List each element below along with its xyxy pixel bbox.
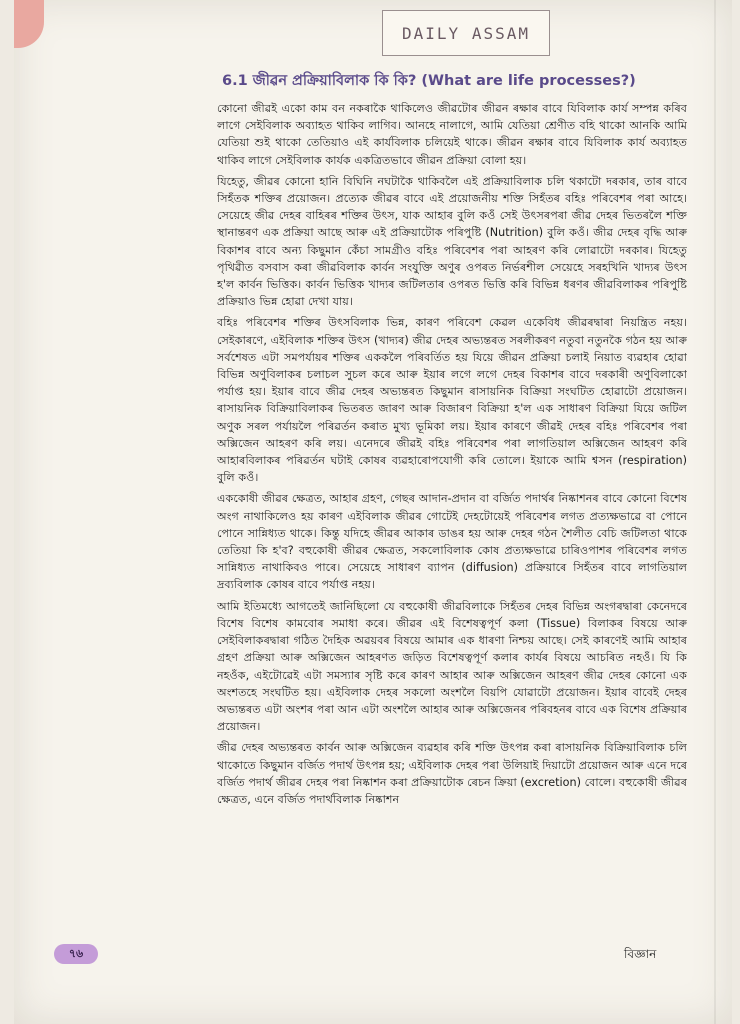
page-binding-shadow [714,0,716,1024]
paragraph: এককোষী জীৱৰ ক্ষেত্ৰত, আহাৰ গ্ৰহণ, গেছৰ আদান-প্ৰদান বা বৰ্জিত পদাৰ্থৰ নিষ্কাশনৰ বাবে কোনো বিশেষ অংগ নাথাকিলেও হয় কাৰণ এইবিলাক জীৱৰ গোটেই দেহটোয়েই পৰিবেশৰ লগত প্ৰত্যক্ষভাৱে বা পোনে পোনে সান্নিধ্যত থাকে। কিন্তু যদিহে জীৱৰ আকাৰ ডাঙৰ হয় আৰু দেহৰ গঠন শৈলীত বেচি জটিলতা থাকে তেতিয়া কি হ'ব? বহুকোষী জীৱৰ ক্ষেত্ৰত, সকলোবিলাক কোষ প্ৰত্যক্ষভাৱে চাৰিওপাশৰ পৰিবেশৰ লগত সান্নিধ্যত নাথাকিবও পাৰে। সেয়েহে সাধাৰণ ব্যাপন (diffusion) প্ৰক্ৰিয়াৰে সিহঁতৰ বাবে লাগতিয়াল দ্ৰব্যবিলাক কোষৰ বাবে পৰ্যাপ্ত নহয়। [217,492,687,592]
paragraph: জীৱ দেহৰ অভ্যন্তৰত কাৰ্বন আৰু অক্সিজেন ব্যৱহাৰ কৰি শক্তি উৎপন্ন কৰা ৰাসায়নিক বিক্ৰিয়াবিলাক চলি থাকোতে কিছুমান বৰ্জিত পদাৰ্থ উৎপন্ন হয়; এইবিলাক দেহৰ পৰা উলিয়াই দিয়াটো প্ৰয়োজন আৰু এনে দৰে বৰ্জিত পদাৰ্থ জীৱৰ দেহৰ পৰা নিষ্কাশন কৰা প্ৰক্ৰিয়াটোক ৰেচন ক্ৰিয়া (excretion) বোলে। বহুকোষী জীৱৰ ক্ষেত্ৰত, এনে বৰ্জিত পদাৰ্থবিলাক নিষ্কাশন [217,741,687,806]
book-subject: বিজ্ঞান [624,947,657,961]
book-page [14,0,732,1024]
body-text [217,100,687,910]
daily-assam-logo: DAILY ASSAM [382,10,550,56]
page-number: ৭৬ [54,944,98,964]
paragraph: বহিঃ পৰিবেশৰ শক্তিৰ উৎসবিলাক ভিন্ন, কাৰণ পৰিবেশ কেৱল একেবিধ জীৱৰদ্বাৰা নিয়ন্ত্ৰিত নহয়। সেইকাৰণে, এইবিলাক শক্তিৰ উৎস (খাদ্যৰ) জীৱ দেহৰ অভ্যন্তৰত সৰলীকৰণ নতুবা নতুনকৈ গঠন হয় আৰু সৰ্বশেষত এটা সমপৰ্যায়ৰ শক্তিৰ এককলৈ পৰিবৰ্তিত হয় যিয়ে জীৱন প্ৰক্ৰিয়া চলাই নিয়াত ব্যৱহাৰ হোৱা বিভিন্ন অণুবিলাকৰ চলাচল সুচল কৰে আৰু ইয়াৰ লগে লগে দেহৰ বিকাশৰ বাবে দৰকাৰী অণুবিলাকো পৰ্যাপ্ত হয়। ইয়াৰ বাবে জীৱ দেহৰ অভ্যন্তৰত কিছুমান ৰাসায়নিক বিক্ৰিয়া সংঘটিত হোৱাটো প্ৰয়োজন। ৰাসায়নিক বিক্ৰিয়াবিলাকৰ ভিতৰত জাৰণ আৰু বিজাৰণ বিক্ৰিয়া হ'ল এক সাধাৰণ বিক্ৰিয়া যিয়ে জটিল অণুক সৰল পৰ্যায়লৈ পৰিৱৰ্তন কৰাত মুখ্য ভূমিকা লয়। ইয়াৰ কাৰণে জীৱই দেহৰ বহিঃ পৰিবেশৰ পৰা অক্সিজেন আহৰণ কৰি লয়। এনেদৰে জীৱই বহিঃ পৰিবেশৰ পৰা লাগতিয়াল অক্সিজেন আহৰণ কৰি আহাৰবিলাকৰ পৰিৱৰ্তন ঘটাই কোষৰ ব্যৱহাৰোপযোগী কৰি তোলে। ইয়াকে আমি শ্বসন (respiration) বুলি কওঁ। [217,316,687,485]
section-heading: 6.1 জীৱন প্ৰক্ৰিয়াবিলাক কি কি? (What are life processes?) [222,73,636,89]
paragraph: যিহেতু, জীৱৰ কোনো হানি বিঘিনি নঘটাকৈ থাকিবলৈ এই প্ৰক্ৰিয়াবিলাক চলি থকাটো দৰকাৰ, তাৰ বাবে সিহঁতক শক্তিৰ প্ৰয়োজন। প্ৰত্যেক জীৱৰ বাবে এই প্ৰয়োজনীয় শক্তি সিহঁতৰ বহিঃ পৰিবেশৰ পৰা আহে। সেয়েহে জীৱ দেহৰ বাহিৰৰ শক্তিৰ উৎস, যাক আহাৰ বুলি কওঁ সেই উৎসৰপৰা জীৱ দেহৰ ভিতৰলৈ শক্তি স্থানান্তৰণ এক প্ৰক্ৰিয়া আছে আৰু এই প্ৰক্ৰিয়াটোক পৰিপুষ্টি (Nutrition) বুলি কওঁ। জীৱ দেহৰ বৃদ্ধি আৰু বিকাশৰ বাবে অন্য কিছুমান কেঁচা সামগ্ৰীও বহিঃ পৰিবেশৰ পৰা আহৰণ কৰি লোৱাটো দৰকাৰ। যিহেতু পৃথিৱীত বসবাস কৰা জীৱবিলাক কাৰ্বন সংযুক্তি অণুৰ ওপৰত নিৰ্ভৰশীল সেয়েহে সৰহখিনি খাদ্যৰ উৎস হ'ল কাৰ্বন ভিত্তিক। কাৰ্বন ভিত্তিক খাদ্যৰ জটিলতাৰ ওপৰত ভিত্তি কৰি বিভিন্ন ধৰণৰ জীৱবিলাকৰ পৰিপুষ্টি প্ৰক্ৰিয়াও ভিন্ন হোৱা দেখা যায়। [217,174,687,309]
paragraph: আমি ইতিমধ্যে আগতেই জানিছিলো যে বহুকোষী জীৱবিলাকে সিহঁতৰ দেহৰ বিভিন্ন অংগৰদ্বাৰা কেনেদৰে বিশেষ বিশেষ কামবোৰ সমাধা কৰে। জীৱৰ এই বিশেষত্বপূৰ্ণ কলা (Tissue) বিলাকৰ বিষয়ে আৰু সেইবিলাকৰদ্বাৰা গঠিত দৈহিক অৱয়বৰ বিষয়ে আমাৰ এক ধাৰণা নিশ্চয় আছে। সেই কাৰণেই আমি আহাৰ গ্ৰহণ প্ৰক্ৰিয়া আৰু অক্সিজেন আহৰণত জড়িত বিশেষত্বপূৰ্ণ কলাৰ কাৰ্যৰ বিষয়ে আচৰিত নহওঁ। যি কি নহওঁক, এইটোৱেই এটা সমস্যাৰ সৃষ্টি কৰে কাৰণ আহাৰ আৰু অক্সিজেন আহৰণ জীৱ দেহৰ কোনো এক অংশতহে সংঘটিত হয়। এইবিলাক দেহৰ সকলো অংশলৈ বিয়পি যোৱাটো প্ৰয়োজন। ইয়াৰ বাবেই দেহৰ অভ্যন্তৰত এটা অংশৰ পৰা আন এটা অংশলৈ আহাৰ আৰু অক্সিজেনৰ পৰিবহনৰ বাবে এক বিশেষ প্ৰক্ৰিয়াৰ প্ৰয়োজন। [217,599,687,734]
paragraph: কোনো জীৱই একো কাম বন নকৰাকৈ থাকিলেও জীৱটোৰ জীৱন ৰক্ষাৰ বাবে যিবিলাক কাৰ্য সম্পন্ন কৰিব লাগে সেইবিলাক অব্যাহত থাকিব লাগিব। আনহে নালাগে, আমি যেতিয়া শ্ৰেণীত বহি থাকো আনকি আমি যেতিয়া শুই থাকো তেতিয়াও এই কাৰ্যবিলাক চলিয়েই থাকে। জীৱন ৰক্ষাৰ বাবে যিবিলাক কাৰ্য অব্যাহত থাকিব লাগে সেইবিলাক কাৰ্যক একত্ৰিতভাবে জীৱন প্ৰক্ৰিয়া বোলা হয়। [217,102,687,167]
page-corner [14,0,44,48]
